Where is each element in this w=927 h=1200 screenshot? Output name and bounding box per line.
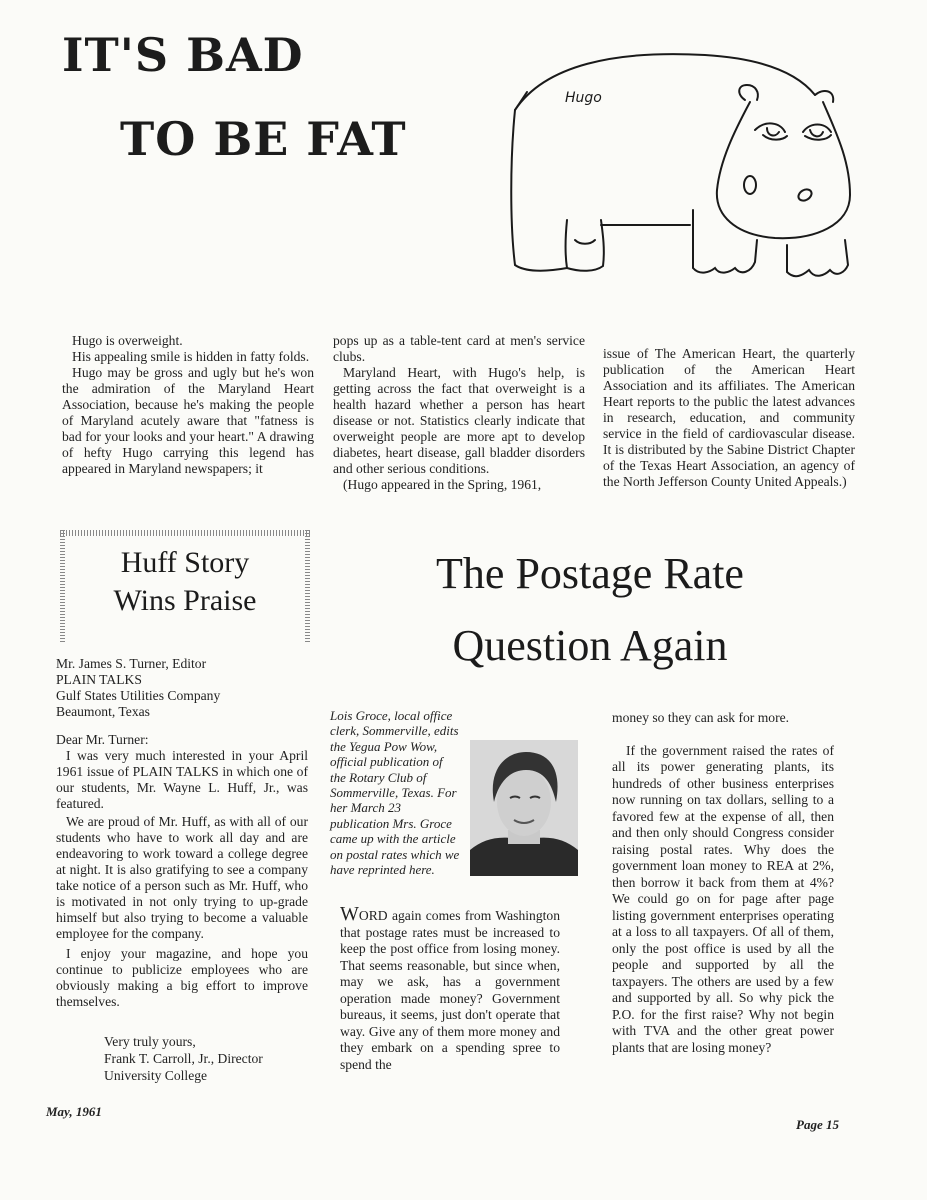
paragraph: His appealing smile is hidden in fatty folds. <box>72 349 310 364</box>
closing-line: Very truly yours, <box>104 1034 196 1049</box>
letter-address <box>56 656 308 720</box>
closing-line: University College <box>104 1068 208 1083</box>
headline-line-2: TO BE FAT <box>120 112 407 166</box>
hugo-article-col-3 <box>603 346 855 490</box>
paragraph: Hugo may be gross and ugly but he's won the admiration of the Maryland Heart Association, because he's making the people of Maryland acutely aware that "fatness is bad for your looks and your heart." A drawing of hefty Hugo carrying this legend has appeared in Maryland newspapers; it <box>62 365 314 476</box>
hugo-hippo-drawing <box>505 40 865 285</box>
headline-line-1: IT'S BAD <box>62 28 304 82</box>
hugo-article-col-1 <box>62 333 314 477</box>
address-line: Beaumont, Texas <box>56 704 150 719</box>
paragraph: (Hugo appeared in the Spring, 1961, <box>343 477 542 492</box>
closing-line: Frank T. Carroll, Jr., Director <box>104 1051 263 1066</box>
box-border-top <box>60 530 310 536</box>
drop-cap: W <box>340 903 359 925</box>
caption-text: Lois Groce, local office clerk, Sommerville, edits the Yegua Pow Wow, official publication of the Rotary Club of Sommerville, Texas. For her March 23 publication Mrs. Groce came up with the article on postal rates which we have reprinted here. <box>330 708 460 878</box>
paragraph: money so they can ask for more. <box>612 710 790 725</box>
hugo-article-col-2 <box>333 333 585 493</box>
postage-story-col-2 <box>612 710 834 1056</box>
postage-rate-title <box>380 538 800 682</box>
letter-paragraph: I enjoy your magazine, and hope you continue to publicize employees who are obviously making a big effort to improve themselves. <box>56 946 308 1009</box>
footer-date: May, 1961 <box>46 1104 102 1119</box>
huff-title-line-2: Wins Praise <box>113 584 257 617</box>
letter-paragraph: We are proud of Mr. Huff, as with all of our students who have to work all day and are endeavoring to work toward a college degree at night. It is also gratifying to see a company take notice of a person such as Mr. Huff, who is motivated in not only trying to up-grade himself but also trying to become a valuable employee for the company. <box>56 814 308 941</box>
huff-story-title <box>60 544 310 620</box>
paragraph: If the government raised the rates of all its power generating plants, its hundreds of other business enterprises now running on tax dollars, selling to a favored few at the expense of all, then and then only should Congress consider raising postal rates. Why does the government loan money to REA at 2%, then borrow it back from them at 4%? We could go on for page after page listing government enterprises operating at a loss to all taxpayers. Of all of them, only the post office is used by all the people and supported by all the taxpayers. The others are used by a few and supported by all. So why pick the P.O. for the first raise? Why not begin with TVA and the other great power plants that are losing money? <box>612 742 834 1055</box>
huff-story-box <box>60 530 310 642</box>
paragraph: Maryland Heart, with Hugo's help, is getting across the fact that overweight is a health hazard whether a person has heart disease or not. Statistics clearly indicate that overweight people are more apt to develop diabetes, heart disease, gall bladder disorders and other serious conditions. <box>333 365 585 476</box>
hugo-label: Hugo <box>565 90 602 106</box>
portrait-photo <box>470 740 578 876</box>
address-line: Gulf States Utilities Company <box>56 688 221 703</box>
paragraph: pops up as a table-tent card at men's service clubs. <box>333 333 585 364</box>
address-line: Mr. James S. Turner, Editor <box>56 656 207 671</box>
letter <box>56 656 308 1010</box>
paragraph: Hugo is overweight. <box>72 333 183 348</box>
huff-title-line-1: Huff Story <box>120 546 250 579</box>
postage-title-line-1: The Postage Rate <box>436 549 744 598</box>
letter-salutation: Dear Mr. Turner: <box>56 732 149 747</box>
postage-title-line-2: Question Again <box>452 621 728 670</box>
postage-story <box>340 903 560 1073</box>
letter-signature <box>104 1033 263 1084</box>
story-text: ORD again comes from Washington that postage rates must be increased to keep the post office from losing money. That seems reasonable, but since when, may we ask, has a government operation made money? Government bureaus, it seems, just don't operate that way. Give any of them more money and they embark on a spending spree to spend the <box>340 908 560 1072</box>
letter-paragraph: I was very much interested in your April 1961 issue of PLAIN TALKS in which one of our students, Mr. Wayne L. Huff, Jr., was featured. <box>56 748 308 811</box>
address-line: PLAIN TALKS <box>56 672 142 687</box>
footer-page-number: Page 15 <box>796 1117 839 1132</box>
paragraph: issue of The American Heart, the quarterly publication of the American Heart Association and its affiliates. The American Heart reports to the public the latest advances in research, education, and community service in the field of cardiovascular disease. It is distributed by the Sabine District Chapter of the Texas Heart Association, an agency of the North Jefferson County United Appeals.) <box>603 346 855 489</box>
